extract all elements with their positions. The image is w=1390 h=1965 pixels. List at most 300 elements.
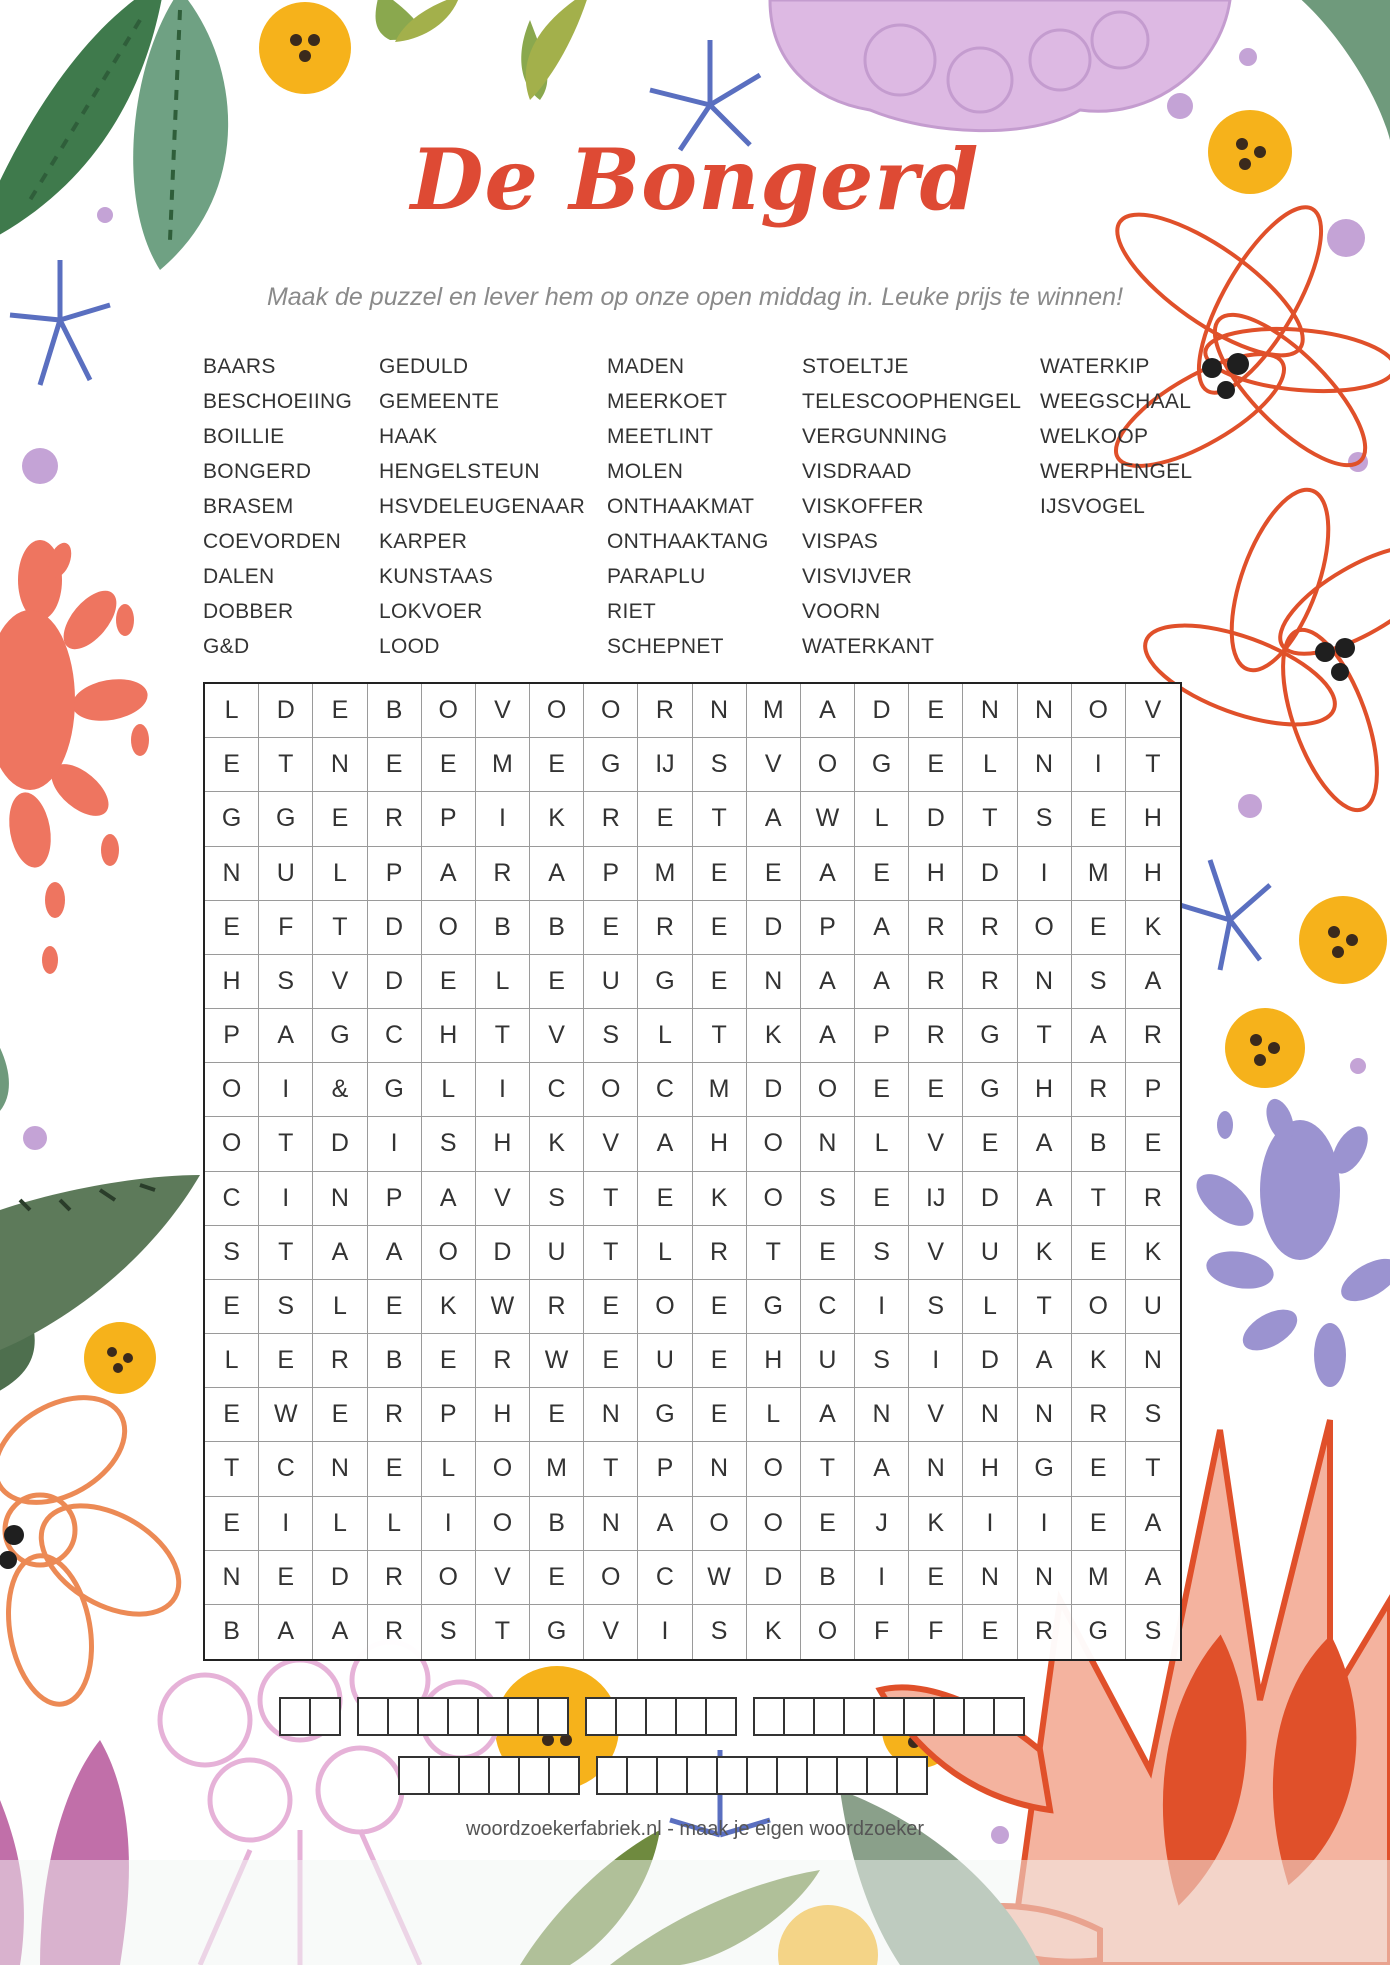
grid-cell: D: [909, 792, 963, 846]
grid-cell: R: [368, 1388, 422, 1442]
word-list-item: BESCHOEIING: [203, 390, 353, 413]
grid-cell: C: [638, 1551, 692, 1605]
grid-cell: N: [693, 1442, 747, 1496]
grid-cell: O: [205, 1117, 259, 1171]
grid-cell: N: [855, 1388, 909, 1442]
grid-cell: V: [584, 1117, 638, 1171]
grid-cell: O: [747, 1172, 801, 1226]
grid-cell: I: [1072, 738, 1126, 792]
grid-cell: L: [855, 1117, 909, 1171]
grid-cell: A: [1126, 1497, 1180, 1551]
grid-cell: G: [313, 1009, 367, 1063]
grid-cell: K: [530, 1117, 584, 1171]
grid-cell: R: [1126, 1172, 1180, 1226]
grid-cell: H: [476, 1388, 530, 1442]
word-list-item: WATERKANT: [802, 635, 935, 658]
grid-cell: K: [747, 1605, 801, 1659]
letter-box[interactable]: [806, 1756, 838, 1795]
grid-cell: I: [1018, 847, 1072, 901]
grid-cell: A: [801, 955, 855, 1009]
word-list-item: RIET: [607, 600, 657, 623]
letter-box[interactable]: [716, 1756, 748, 1795]
grid-cell: P: [205, 1009, 259, 1063]
grid-cell: E: [584, 1280, 638, 1334]
grid-cell: N: [747, 955, 801, 1009]
grid-cell: K: [1126, 901, 1180, 955]
solution-word-boxes: [279, 1697, 339, 1736]
grid-cell: I: [476, 1063, 530, 1117]
grid-cell: E: [205, 1388, 259, 1442]
grid-cell: C: [259, 1442, 313, 1496]
grid-cell: I: [855, 1551, 909, 1605]
word-list-item: MOLEN: [607, 460, 684, 483]
grid-cell: L: [368, 1497, 422, 1551]
letter-box[interactable]: [866, 1756, 898, 1795]
grid-cell: N: [205, 1551, 259, 1605]
letter-box[interactable]: [705, 1697, 737, 1736]
grid-cell: E: [530, 738, 584, 792]
word-list-item: VOORN: [802, 600, 881, 623]
grid-cell: L: [422, 1063, 476, 1117]
letter-box[interactable]: [447, 1697, 479, 1736]
grid-cell: E: [1072, 901, 1126, 955]
letter-box[interactable]: [518, 1756, 550, 1795]
grid-cell: R: [476, 1334, 530, 1388]
grid-cell: P: [855, 1009, 909, 1063]
grid-cell: T: [259, 1226, 313, 1280]
grid-cell: I: [259, 1172, 313, 1226]
word-list-item: ONTHAAKMAT: [607, 495, 755, 518]
grid-cell: T: [205, 1442, 259, 1496]
grid-cell: T: [476, 1605, 530, 1659]
grid-cell: L: [855, 792, 909, 846]
grid-cell: N: [584, 1497, 638, 1551]
grid-cell: E: [1072, 792, 1126, 846]
grid-cell: H: [693, 1117, 747, 1171]
grid-cell: A: [422, 1172, 476, 1226]
grid-cell: S: [855, 1226, 909, 1280]
letter-box[interactable]: [626, 1756, 658, 1795]
grid-cell: S: [530, 1172, 584, 1226]
grid-cell: A: [1126, 1551, 1180, 1605]
leaf-shape: [526, 0, 590, 100]
grid-cell: E: [205, 738, 259, 792]
word-list-item: HAAK: [379, 425, 438, 448]
grid-cell: A: [1018, 1117, 1072, 1171]
grid-cell: E: [855, 1063, 909, 1117]
grid-cell: C: [368, 1009, 422, 1063]
grid-cell: V: [476, 684, 530, 738]
grid-cell: H: [747, 1334, 801, 1388]
letter-box[interactable]: [656, 1756, 688, 1795]
letter-box[interactable]: [903, 1697, 935, 1736]
grid-cell: T: [1018, 1280, 1072, 1334]
grid-cell: S: [259, 1280, 313, 1334]
grid-cell: D: [476, 1226, 530, 1280]
grid-cell: E: [693, 1388, 747, 1442]
grid-cell: O: [422, 684, 476, 738]
word-list-item: GEDULD: [379, 355, 469, 378]
grid-cell: N: [1018, 738, 1072, 792]
grid-cell: E: [638, 792, 692, 846]
grid-cell: N: [313, 738, 367, 792]
grid-cell: T: [584, 1442, 638, 1496]
grid-cell: C: [205, 1172, 259, 1226]
letter-box[interactable]: [458, 1756, 490, 1795]
word-list-column: [607, 355, 769, 670]
grid-cell: T: [693, 792, 747, 846]
grid-cell: E: [693, 1334, 747, 1388]
grid-cell: N: [1018, 1388, 1072, 1442]
grid-cell: R: [693, 1226, 747, 1280]
grid-cell: T: [1126, 1442, 1180, 1496]
grid-cell: D: [313, 1551, 367, 1605]
grid-cell: I: [963, 1497, 1017, 1551]
grid-cell: B: [368, 684, 422, 738]
letter-box[interactable]: [686, 1756, 718, 1795]
grid-cell: L: [963, 1280, 1017, 1334]
grid-cell: E: [422, 1334, 476, 1388]
word-list-item: BOILLIE: [203, 425, 285, 448]
grid-cell: V: [530, 1009, 584, 1063]
grid-cell: D: [963, 1334, 1017, 1388]
grid-cell: N: [1126, 1334, 1180, 1388]
grid-cell: C: [638, 1063, 692, 1117]
word-list-item: VISDRAAD: [802, 460, 912, 483]
leaf-shape: [0, 1030, 9, 1120]
grid-cell: L: [313, 1497, 367, 1551]
grid-cell: E: [259, 1334, 313, 1388]
grid-cell: U: [530, 1226, 584, 1280]
word-list-item: PARAPLU: [607, 565, 706, 588]
grid-cell: T: [747, 1226, 801, 1280]
grid-cell: G: [747, 1280, 801, 1334]
grid-cell: G: [1072, 1605, 1126, 1659]
grid-cell: E: [638, 1172, 692, 1226]
grid-cell: I: [909, 1334, 963, 1388]
letter-box[interactable]: [675, 1697, 707, 1736]
grid-cell: P: [584, 847, 638, 901]
word-list-column: [802, 355, 1021, 670]
letter-box[interactable]: [993, 1697, 1025, 1736]
grid-cell: E: [584, 1334, 638, 1388]
letter-box[interactable]: [813, 1697, 845, 1736]
letter-box[interactable]: [753, 1697, 785, 1736]
grid-cell: O: [205, 1063, 259, 1117]
grid-cell: W: [530, 1334, 584, 1388]
grid-cell: O: [801, 1605, 855, 1659]
grid-cell: &: [313, 1063, 367, 1117]
grid-cell: I: [638, 1605, 692, 1659]
word-list-item: BAARS: [203, 355, 276, 378]
letter-box[interactable]: [357, 1697, 389, 1736]
grid-cell: O: [476, 1442, 530, 1496]
word-list-item: LOKVOER: [379, 600, 483, 623]
grid-cell: G: [368, 1063, 422, 1117]
grid-cell: E: [259, 1551, 313, 1605]
letter-box[interactable]: [746, 1756, 778, 1795]
grid-cell: W: [259, 1388, 313, 1442]
grid-cell: U: [963, 1226, 1017, 1280]
grid-cell: N: [909, 1442, 963, 1496]
grid-cell: B: [476, 901, 530, 955]
grid-cell: E: [1072, 1497, 1126, 1551]
grid-cell: G: [638, 1388, 692, 1442]
grid-cell: P: [422, 1388, 476, 1442]
grid-cell: D: [747, 1551, 801, 1605]
letter-box[interactable]: [428, 1756, 460, 1795]
word-search-grid: [203, 682, 1182, 1661]
grid-cell: A: [747, 792, 801, 846]
grid-cell: T: [963, 792, 1017, 846]
grid-cell: E: [313, 792, 367, 846]
grid-cell: A: [259, 1605, 313, 1659]
grid-cell: P: [368, 1172, 422, 1226]
grid-cell: E: [693, 955, 747, 1009]
grid-cell: O: [422, 1226, 476, 1280]
grid-cell: A: [855, 901, 909, 955]
grid-cell: T: [1072, 1172, 1126, 1226]
letter-box[interactable]: [279, 1697, 311, 1736]
grid-cell: C: [801, 1280, 855, 1334]
grid-cell: F: [909, 1605, 963, 1659]
grid-cell: P: [1126, 1063, 1180, 1117]
page-title: De Bongerd: [410, 130, 980, 229]
grid-cell: E: [693, 847, 747, 901]
letter-box[interactable]: [548, 1756, 580, 1795]
grid-cell: A: [368, 1226, 422, 1280]
grid-cell: U: [584, 955, 638, 1009]
grid-cell: M: [1072, 847, 1126, 901]
grid-cell: L: [638, 1009, 692, 1063]
grid-cell: R: [909, 955, 963, 1009]
grid-cell: L: [205, 1334, 259, 1388]
grid-cell: T: [693, 1009, 747, 1063]
grid-cell: S: [1126, 1388, 1180, 1442]
letter-box[interactable]: [488, 1756, 520, 1795]
grid-cell: P: [801, 901, 855, 955]
grid-cell: A: [259, 1009, 313, 1063]
grid-cell: S: [422, 1117, 476, 1171]
grid-cell: S: [584, 1009, 638, 1063]
letter-box[interactable]: [645, 1697, 677, 1736]
grid-cell: O: [1018, 901, 1072, 955]
grid-cell: D: [747, 901, 801, 955]
grid-cell: T: [476, 1009, 530, 1063]
word-list-item: DALEN: [203, 565, 275, 588]
grid-cell: E: [422, 955, 476, 1009]
grid-cell: U: [259, 847, 313, 901]
word-list-item: SCHEPNET: [607, 635, 724, 658]
grid-cell: R: [909, 901, 963, 955]
grid-cell: E: [1072, 1442, 1126, 1496]
grid-cell: H: [422, 1009, 476, 1063]
grid-cell: E: [368, 738, 422, 792]
solution-word-boxes: [585, 1697, 735, 1736]
grid-cell: N: [693, 684, 747, 738]
grid-cell: R: [584, 792, 638, 846]
grid-cell: P: [368, 847, 422, 901]
grid-cell: G: [205, 792, 259, 846]
grid-cell: A: [1018, 1172, 1072, 1226]
leaf-shape: [0, 1175, 200, 1350]
letter-box[interactable]: [537, 1697, 569, 1736]
letter-box[interactable]: [783, 1697, 815, 1736]
grid-cell: R: [638, 684, 692, 738]
grid-cell: T: [1018, 1009, 1072, 1063]
grid-cell: R: [530, 1280, 584, 1334]
grid-cell: V: [909, 1226, 963, 1280]
lavender-flower: [1187, 1095, 1390, 1387]
grid-cell: O: [638, 1280, 692, 1334]
letter-box[interactable]: [585, 1697, 617, 1736]
grid-cell: R: [963, 901, 1017, 955]
grid-cell: E: [963, 1117, 1017, 1171]
letter-box[interactable]: [615, 1697, 647, 1736]
grid-cell: B: [1072, 1117, 1126, 1171]
grid-cell: T: [313, 901, 367, 955]
grid-cell: G: [584, 738, 638, 792]
grid-cell: E: [747, 847, 801, 901]
letter-box[interactable]: [398, 1756, 430, 1795]
letter-box[interactable]: [836, 1756, 868, 1795]
grid-cell: K: [747, 1009, 801, 1063]
letter-box[interactable]: [843, 1697, 875, 1736]
grid-cell: I: [259, 1497, 313, 1551]
grid-cell: A: [422, 847, 476, 901]
word-list-item: MEERKOET: [607, 390, 728, 413]
leaf-shape: [1290, 0, 1390, 140]
grid-cell: N: [1018, 1551, 1072, 1605]
grid-cell: L: [963, 738, 1017, 792]
grid-cell: E: [855, 847, 909, 901]
grid-cell: E: [313, 1388, 367, 1442]
letter-box[interactable]: [507, 1697, 539, 1736]
grid-cell: E: [313, 684, 367, 738]
grid-cell: T: [1126, 738, 1180, 792]
grid-cell: M: [530, 1442, 584, 1496]
grid-cell: S: [801, 1172, 855, 1226]
grid-cell: O: [584, 684, 638, 738]
grid-cell: S: [422, 1605, 476, 1659]
grid-cell: E: [205, 1497, 259, 1551]
grid-cell: D: [259, 684, 313, 738]
grid-cell: S: [205, 1226, 259, 1280]
grid-cell: T: [801, 1442, 855, 1496]
grid-cell: O: [476, 1497, 530, 1551]
grid-cell: R: [1018, 1605, 1072, 1659]
grid-cell: A: [801, 1388, 855, 1442]
grid-cell: D: [855, 684, 909, 738]
grid-cell: A: [638, 1117, 692, 1171]
grid-cell: A: [638, 1497, 692, 1551]
grid-cell: A: [1072, 1009, 1126, 1063]
word-list-item: STOELTJE: [802, 355, 909, 378]
grid-cell: E: [584, 901, 638, 955]
grid-cell: O: [747, 1442, 801, 1496]
grid-cell: I: [476, 792, 530, 846]
grid-cell: T: [259, 1117, 313, 1171]
grid-cell: U: [638, 1334, 692, 1388]
letter-box[interactable]: [963, 1697, 995, 1736]
grid-cell: S: [693, 1605, 747, 1659]
solution-row-2: [398, 1756, 926, 1795]
grid-cell: O: [747, 1497, 801, 1551]
grid-cell: E: [530, 1551, 584, 1605]
letter-box[interactable]: [873, 1697, 905, 1736]
letter-box[interactable]: [596, 1756, 628, 1795]
grid-cell: H: [1018, 1063, 1072, 1117]
letter-box[interactable]: [896, 1756, 928, 1795]
grid-cell: H: [963, 1442, 1017, 1496]
grid-cell: R: [1072, 1063, 1126, 1117]
word-list-column: [379, 355, 585, 670]
grid-cell: B: [530, 901, 584, 955]
grid-cell: B: [801, 1551, 855, 1605]
word-list-item: KARPER: [379, 530, 468, 553]
word-list-column: [1040, 355, 1192, 530]
letter-box[interactable]: [776, 1756, 808, 1795]
grid-cell: E: [1072, 1226, 1126, 1280]
grid-cell: S: [693, 738, 747, 792]
grid-cell: R: [638, 901, 692, 955]
letter-box[interactable]: [417, 1697, 449, 1736]
grid-cell: G: [1018, 1442, 1072, 1496]
solution-word-boxes: [357, 1697, 567, 1736]
letter-box[interactable]: [477, 1697, 509, 1736]
grid-cell: E: [368, 1442, 422, 1496]
grid-cell: C: [530, 1063, 584, 1117]
solution-word-boxes: [753, 1697, 1023, 1736]
grid-cell: O: [693, 1497, 747, 1551]
grid-cell: O: [1072, 684, 1126, 738]
grid-cell: V: [909, 1117, 963, 1171]
grid-cell: D: [747, 1063, 801, 1117]
word-list-item: G&D: [203, 635, 250, 658]
grid-cell: G: [530, 1605, 584, 1659]
grid-cell: L: [422, 1442, 476, 1496]
grid-cell: L: [638, 1226, 692, 1280]
grid-cell: T: [259, 738, 313, 792]
grid-cell: E: [855, 1172, 909, 1226]
solution-row-1: [279, 1697, 1023, 1736]
grid-cell: E: [909, 1063, 963, 1117]
grid-cell: E: [205, 901, 259, 955]
grid-cell: T: [584, 1226, 638, 1280]
grid-cell: R: [476, 847, 530, 901]
grid-cell: E: [909, 684, 963, 738]
grid-cell: F: [855, 1605, 909, 1659]
grid-cell: S: [1144, 1617, 1162, 1646]
word-list-item: HENGELSTEUN: [379, 460, 540, 483]
grid-cell: V: [584, 1605, 638, 1659]
grid-cell: B: [368, 1334, 422, 1388]
word-list-item: ONTHAAKTANG: [607, 530, 769, 553]
grid-cell: S: [909, 1280, 963, 1334]
letter-box[interactable]: [309, 1697, 341, 1736]
letter-box[interactable]: [933, 1697, 965, 1736]
grid-cell: N: [963, 1388, 1017, 1442]
grid-cell: D: [368, 901, 422, 955]
grid-cell: A: [801, 1009, 855, 1063]
word-list-item: HSVDELEUGENAAR: [379, 495, 586, 518]
grid-cell: R: [313, 1334, 367, 1388]
grid-cell: L: [313, 847, 367, 901]
letter-box[interactable]: [387, 1697, 419, 1736]
grid-cell: J: [855, 1497, 909, 1551]
grid-cell: I: [855, 1280, 909, 1334]
grid-cell: E: [530, 1388, 584, 1442]
